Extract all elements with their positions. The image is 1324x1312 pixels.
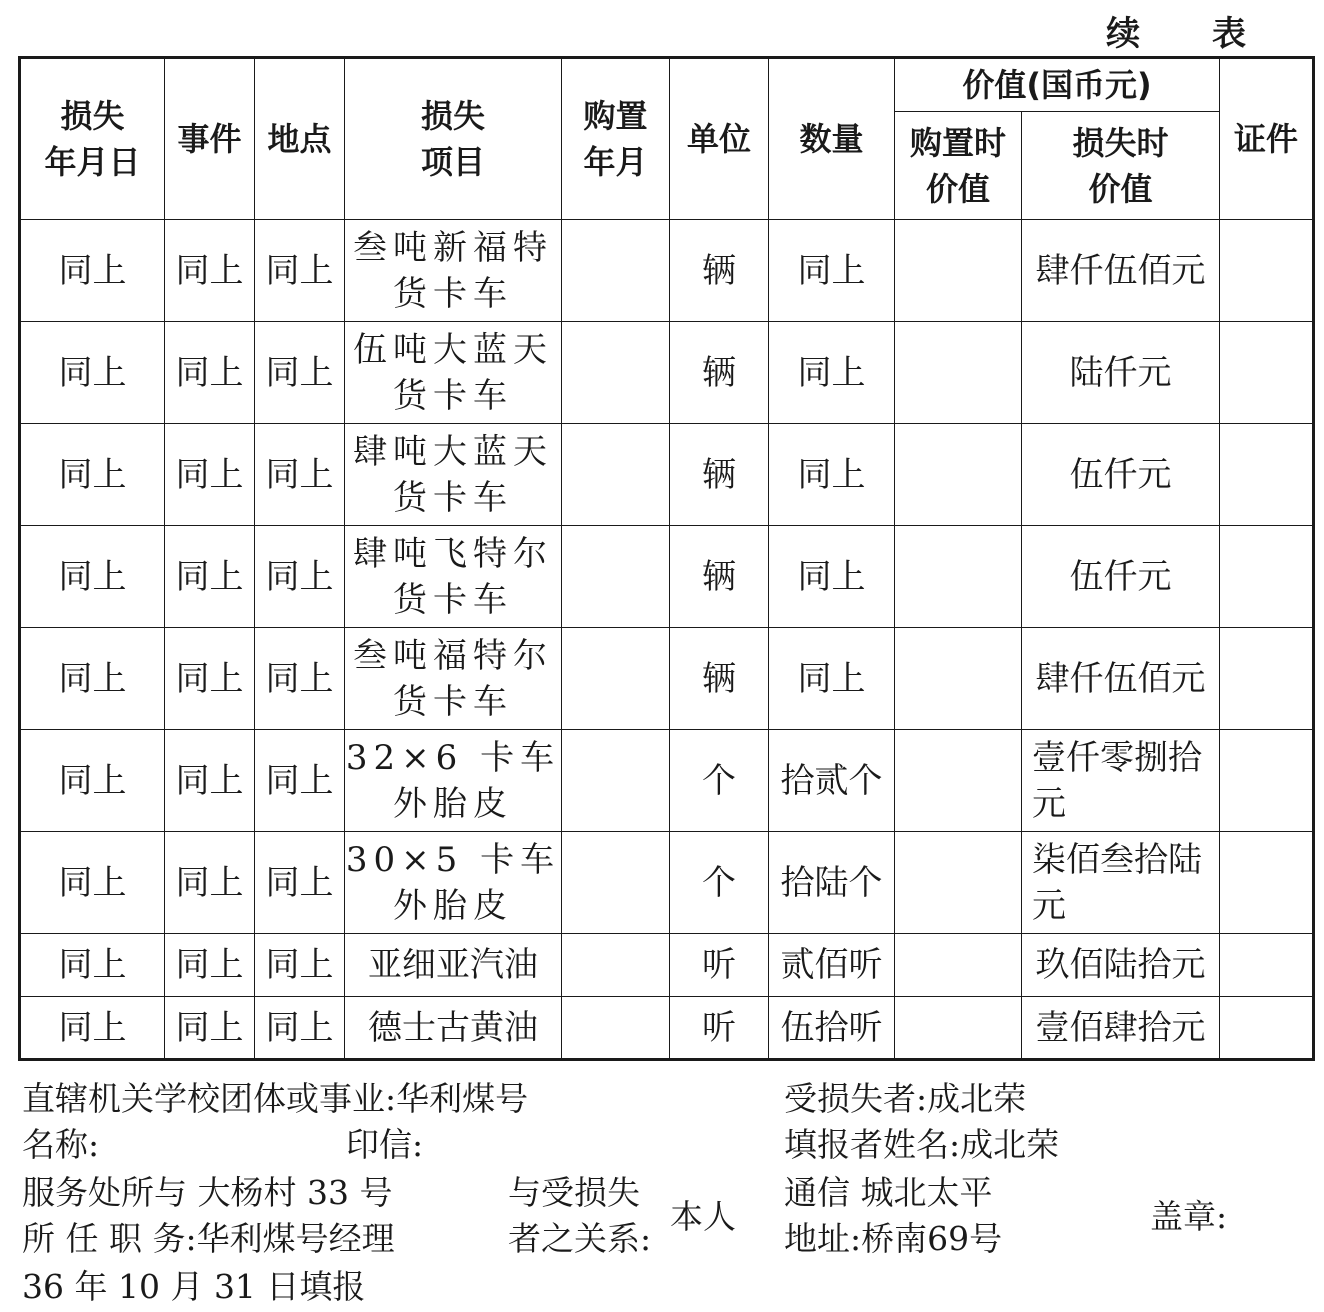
cell-purchase-date	[562, 526, 670, 628]
cell-unit: 听	[670, 997, 769, 1060]
cell-quantity: 同上	[769, 526, 895, 628]
stamp-label: 盖章:	[1150, 1197, 1228, 1236]
relation-label-2: 者之关系:	[508, 1219, 652, 1258]
cell-date: 同上	[20, 628, 165, 730]
cell-quantity: 拾陆个	[769, 832, 895, 934]
name-label: 名称:	[22, 1125, 100, 1164]
cell-purchase-value	[895, 997, 1022, 1060]
relation-value: 本人	[670, 1197, 736, 1236]
cell-loss-value: 壹仟零捌拾元	[1022, 730, 1220, 832]
cell-item: 30×5 卡车外胎皮	[345, 832, 562, 934]
table-row	[20, 730, 1314, 832]
document-title: 续 表	[1106, 14, 1276, 54]
cell-purchase-date	[562, 220, 670, 322]
reporter-label: 填报者姓名:	[784, 1125, 961, 1164]
header-purchase-date: 购置 年月	[562, 58, 670, 220]
loss-table	[18, 56, 1315, 1061]
cell-unit: 辆	[670, 220, 769, 322]
cell-item: 肆吨大蓝天货卡车	[345, 424, 562, 526]
cell-item: 叁吨新福特货卡车	[345, 220, 562, 322]
footer-position	[22, 1216, 395, 1262]
cell-place: 同上	[255, 220, 345, 322]
cell-unit: 辆	[670, 628, 769, 730]
cell-item: 亚细亚汽油	[345, 934, 562, 997]
cell-place: 同上	[255, 832, 345, 934]
cell-purchase-value	[895, 730, 1022, 832]
cell-purchase-date	[562, 628, 670, 730]
cell-purchase-date	[562, 424, 670, 526]
table-row	[20, 526, 1314, 628]
cell-loss-value: 陆仟元	[1022, 322, 1220, 424]
header-quantity: 数量	[769, 58, 895, 220]
cell-proof	[1220, 934, 1314, 997]
contact-label: 通信	[784, 1173, 850, 1212]
service-value: 大杨村 33 号	[197, 1173, 393, 1212]
cell-place: 同上	[255, 322, 345, 424]
cell-unit: 个	[670, 730, 769, 832]
cell-purchase-value	[895, 322, 1022, 424]
header-proof: 证件	[1220, 58, 1314, 220]
table-row	[20, 832, 1314, 934]
position-value: 华利煤号经理	[196, 1219, 395, 1258]
cell-event: 同上	[165, 730, 255, 832]
cell-quantity: 伍拾听	[769, 997, 895, 1060]
cell-proof	[1220, 832, 1314, 934]
table-row	[20, 934, 1314, 997]
cell-event: 同上	[165, 628, 255, 730]
cell-item: 德士古黄油	[345, 997, 562, 1060]
cell-loss-value: 玖佰陆拾元	[1022, 934, 1220, 997]
cell-loss-value: 壹佰肆拾元	[1022, 997, 1220, 1060]
cell-proof	[1220, 322, 1314, 424]
cell-loss-value: 伍仟元	[1022, 526, 1220, 628]
seal-label: 印信:	[346, 1125, 424, 1164]
table-header	[20, 58, 1314, 220]
cell-event: 同上	[165, 934, 255, 997]
footer-reporter	[784, 1122, 1059, 1168]
header-event: 事件	[165, 58, 255, 220]
cell-purchase-date	[562, 997, 670, 1060]
footer-victim	[784, 1076, 1026, 1122]
cell-loss-value: 肆仟伍佰元	[1022, 220, 1220, 322]
table-row	[20, 220, 1314, 322]
cell-item: 叁吨福特尔货卡车	[345, 628, 562, 730]
header-item: 损失 项目	[345, 58, 562, 220]
table-row	[20, 424, 1314, 526]
table-row	[20, 628, 1314, 730]
header-place: 地点	[255, 58, 345, 220]
cell-quantity: 贰佰听	[769, 934, 895, 997]
footer-service	[22, 1170, 392, 1216]
cell-place: 同上	[255, 526, 345, 628]
table-body	[20, 220, 1314, 1060]
cell-proof	[1220, 526, 1314, 628]
cell-proof	[1220, 997, 1314, 1060]
header-value-group: 价值(国币元)	[895, 58, 1220, 112]
cell-event: 同上	[165, 526, 255, 628]
cell-proof	[1220, 424, 1314, 526]
cell-place: 同上	[255, 628, 345, 730]
cell-purchase-value	[895, 628, 1022, 730]
cell-quantity: 同上	[769, 628, 895, 730]
cell-purchase-value	[895, 526, 1022, 628]
cell-unit: 个	[670, 832, 769, 934]
cell-quantity: 同上	[769, 322, 895, 424]
contact-value: 城北太平	[860, 1173, 993, 1212]
header-date: 损失 年月日	[20, 58, 165, 220]
cell-purchase-date	[562, 322, 670, 424]
header-purchase-value: 购置时 价值	[895, 112, 1022, 220]
cell-date: 同上	[20, 526, 165, 628]
address-label: 地址:	[784, 1219, 862, 1258]
position-label: 所 任 职 务:	[22, 1219, 197, 1258]
footer-contact	[784, 1170, 993, 1216]
service-label: 服务处所与	[22, 1173, 187, 1212]
cell-quantity: 拾贰个	[769, 730, 895, 832]
footer-org: 直辖机关学校团体或事业:华利煤号	[22, 1079, 529, 1118]
cell-date: 同上	[20, 424, 165, 526]
cell-item: 伍吨大蓝天货卡车	[345, 322, 562, 424]
cell-date: 同上	[20, 832, 165, 934]
cell-unit: 听	[670, 934, 769, 997]
cell-proof	[1220, 730, 1314, 832]
cell-date: 同上	[20, 220, 165, 322]
cell-item: 肆吨飞特尔货卡车	[345, 526, 562, 628]
address-value: 桥南69号	[861, 1219, 1003, 1258]
cell-quantity: 同上	[769, 220, 895, 322]
fill-date: 36 年 10 月 31 日填报	[22, 1267, 366, 1306]
table-row	[20, 997, 1314, 1060]
cell-unit: 辆	[670, 424, 769, 526]
org-label: 直辖机关学校团体或事业	[22, 1079, 385, 1118]
cell-proof	[1220, 628, 1314, 730]
org-value: 华利煤号	[396, 1079, 529, 1118]
cell-purchase-value	[895, 832, 1022, 934]
cell-unit: 辆	[670, 322, 769, 424]
cell-event: 同上	[165, 997, 255, 1060]
cell-loss-value: 柒佰叁拾陆元	[1022, 832, 1220, 934]
cell-event: 同上	[165, 832, 255, 934]
cell-loss-value: 肆仟伍佰元	[1022, 628, 1220, 730]
header-unit: 单位	[670, 58, 769, 220]
cell-place: 同上	[255, 424, 345, 526]
cell-purchase-value	[895, 424, 1022, 526]
cell-event: 同上	[165, 424, 255, 526]
reporter-value: 成北荣	[960, 1125, 1060, 1164]
cell-purchase-value	[895, 220, 1022, 322]
relation-label-1: 与受损失	[508, 1173, 640, 1212]
victim-value: 成北荣	[927, 1079, 1027, 1118]
table-row	[20, 322, 1314, 424]
cell-loss-value: 伍仟元	[1022, 424, 1220, 526]
cell-proof	[1220, 220, 1314, 322]
cell-date: 同上	[20, 934, 165, 997]
cell-date: 同上	[20, 322, 165, 424]
cell-date: 同上	[20, 730, 165, 832]
victim-label: 受损失者:	[784, 1079, 928, 1118]
cell-quantity: 同上	[769, 424, 895, 526]
header-loss-value: 损失时 价值	[1022, 112, 1220, 220]
cell-event: 同上	[165, 322, 255, 424]
cell-purchase-date	[562, 832, 670, 934]
cell-place: 同上	[255, 997, 345, 1060]
cell-event: 同上	[165, 220, 255, 322]
cell-purchase-date	[562, 934, 670, 997]
footer-address	[784, 1216, 1002, 1262]
cell-unit: 辆	[670, 526, 769, 628]
cell-item: 32×6 卡车外胎皮	[345, 730, 562, 832]
cell-purchase-date	[562, 730, 670, 832]
cell-date: 同上	[20, 997, 165, 1060]
cell-place: 同上	[255, 730, 345, 832]
cell-purchase-value	[895, 934, 1022, 997]
cell-place: 同上	[255, 934, 345, 997]
